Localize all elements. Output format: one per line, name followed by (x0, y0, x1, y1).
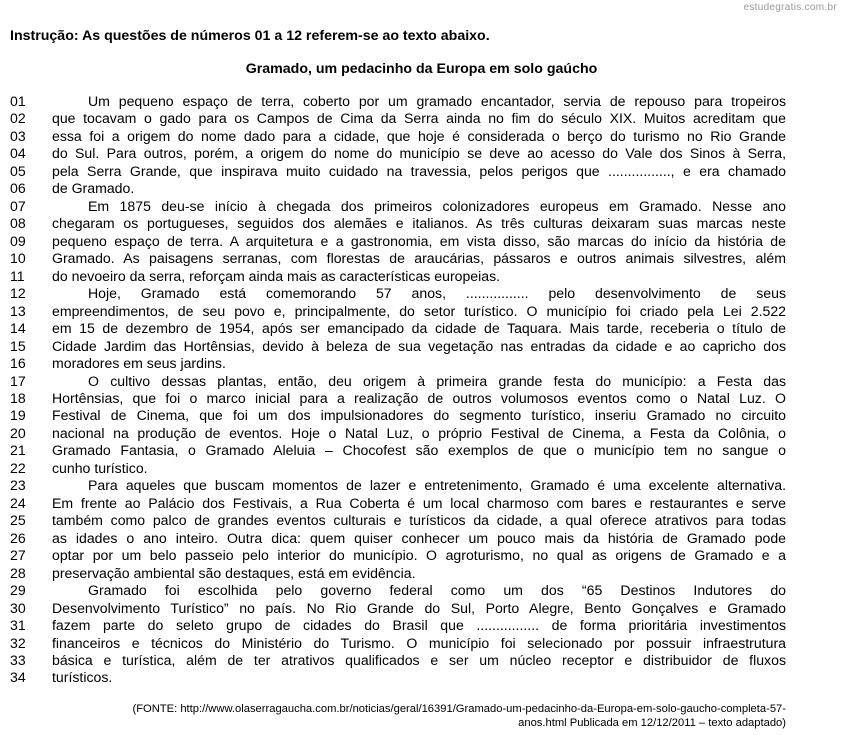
line-number: 31 (10, 617, 26, 634)
line-text: Festival de Cinema, que foi um dos impulsionadores do segmento turístico, inseriu Gramado no circuito (52, 407, 786, 424)
text-line (10, 565, 786, 582)
line-text: Cidade Jardim das Hortênsias, devido à beleza de sua vegetação nas entradas da cidade e ao capricho dos (52, 337, 786, 354)
line-number: 34 (10, 669, 26, 686)
line-text: do nevoeiro da serra, reforçam ainda mais as características europeias. (52, 267, 501, 284)
line-number: 24 (10, 494, 26, 511)
line-number: 21 (10, 442, 26, 459)
text-line (10, 477, 786, 494)
line-text: chegaram os portugueses, seguidos dos alemães e italianos. As três culturas deixaram suas marcas neste (52, 215, 786, 232)
line-text: financeiros e técnicos do Ministério do Turismo. O município foi selecionado por possuir infraestrutura (52, 634, 786, 651)
line-number: 19 (10, 407, 26, 424)
line-number: 16 (10, 355, 26, 372)
line-number: 03 (10, 127, 26, 144)
line-number: 15 (10, 337, 26, 354)
line-number: 22 (10, 459, 26, 476)
text-line (10, 338, 786, 355)
line-text: Gramado foi escolhida pelo governo federal como um dos “65 Destinos Indutores do (88, 582, 786, 599)
line-text: básica e turística, além de ter atrativos qualificados e ser um núcleo receptor e distribuidor de fluxos (52, 652, 786, 668)
text-line (10, 320, 786, 337)
text-line (10, 93, 786, 110)
line-number: 04 (10, 145, 26, 162)
line-text: essa foi a origem do nome dado para a cidade, que hoje é considerada o berço do turismo no Rio Grande (52, 127, 786, 144)
text-line (10, 128, 786, 145)
text-line (10, 530, 786, 547)
line-text: fazem parte do seleto grupo de cidades do Brasil que ................ de forma prioritária investimentos (52, 617, 786, 634)
line-number: 23 (10, 477, 26, 494)
line-text: que tocavam o gado para os Campos de Cima da Serra ainda no fim do século XIX. Muitos acreditam que (52, 110, 786, 127)
text-line (10, 285, 786, 302)
text-line (10, 268, 786, 285)
line-text: do Sul. Para outros, porém, a origem do nome do município se deve ao acesso do Vale dos Sinos à Serra, (52, 145, 786, 162)
source-citation (46, 702, 786, 730)
line-number: 06 (10, 180, 26, 197)
watermark: estudegratis.com.br (743, 2, 837, 13)
text-line (10, 233, 786, 250)
instruction-heading: Instrução: As questões de números 01 a 12 referem-se ao texto abaixo. (10, 28, 490, 44)
text-line (10, 373, 786, 390)
line-number: 20 (10, 424, 26, 441)
line-text: as idades o ano inteiro. Outra dica: quem quiser conhecer um pouco mais da história de Gramado pode (52, 529, 786, 546)
line-number: 32 (10, 634, 26, 651)
line-number: 25 (10, 512, 26, 529)
line-number: 14 (10, 320, 26, 337)
line-number: 05 (10, 162, 26, 179)
line-number: 12 (10, 285, 26, 302)
line-text: empreendimentos, de seu povo e, principalmente, do setor turístico. O município foi criado pela Lei 2.522 (52, 302, 786, 319)
line-number: 18 (10, 389, 26, 406)
text-line (10, 635, 786, 652)
text-line (10, 547, 786, 564)
text-line (10, 669, 786, 686)
line-text: também como palco de grandes eventos culturais e turísticos da cidade, a qual oferece atrativos para todas (52, 512, 786, 529)
line-text: Em frente ao Palácio dos Festivais, a Rua Coberta é um local charmoso com bares e restaurantes e serve (52, 494, 786, 511)
line-text: pela Serra Grande, que inspirava muito cuidado na travessia, pelos perigos que ................, e era chamado (52, 162, 786, 179)
source-line-2: anos.html Publicada em 12/12/2011 – texto adaptado) (518, 717, 786, 729)
text-line (10, 495, 786, 512)
line-text: em 15 de dezembro de 1954, após ser emancipado da cidade de Taquara. Mais tarde, receberia o título de (52, 320, 786, 337)
line-number: 27 (10, 547, 26, 564)
text-line (10, 198, 786, 215)
line-text: pequeno espaço de terra. A arquitetura e a gastronomia, em vista disso, são marcas do início da história de (52, 232, 786, 249)
line-text: Um pequeno espaço de terra, coberto por um gramado encantador, servia de repouso para tropeiros (88, 93, 786, 109)
text-line (10, 180, 786, 197)
line-number: 09 (10, 232, 26, 249)
text-line (10, 145, 786, 162)
line-text: optar por um belo passeio pelo interior do município. O agroturismo, no qual as origens de Gramado e a (52, 547, 786, 564)
line-text: Gramado Fantasia, o Gramado Aleluia – Chocofest são exemplos de que o município tem no sangue o (52, 442, 786, 459)
line-text: turísticos. (52, 669, 113, 686)
text-line (10, 600, 786, 617)
line-text: de Gramado. (52, 180, 135, 197)
line-number: 28 (10, 564, 26, 581)
text-line (10, 303, 786, 320)
line-number: 13 (10, 302, 26, 319)
line-text: Em 1875 deu-se início à chegada dos primeiros colonizadores europeus em Gramado. Nesse ano (88, 197, 786, 214)
text-title: Gramado, um pedacinho da Europa em solo gaúcho (245, 61, 598, 77)
text-line (10, 250, 786, 267)
line-text: preservação ambiental são destaques, está em evidência. (52, 564, 416, 581)
text-line (10, 425, 786, 442)
line-text: O cultivo dessas plantas, então, deu origem à primeira grande festa do município: a Festa das (88, 372, 786, 389)
line-number: 29 (10, 582, 26, 599)
text-line (10, 442, 786, 459)
line-number: 11 (10, 267, 25, 284)
line-number: 33 (10, 652, 26, 668)
line-number: 30 (10, 599, 26, 616)
line-number: 26 (10, 529, 26, 546)
text-line (10, 390, 786, 407)
text-line (10, 460, 786, 477)
line-text: Para aqueles que buscam momentos de lazer e entretenimento, Gramado é uma excelente alternativa. (88, 477, 786, 494)
text-line (10, 407, 786, 424)
text-line (10, 617, 786, 634)
line-number: 07 (10, 197, 26, 214)
line-text: moradores em seus jardins. (52, 355, 226, 372)
text-line (10, 163, 786, 180)
line-number: 17 (10, 372, 26, 389)
line-text: Desenvolvimento Turístico” no país. No Rio Grande do Sul, Porto Alegre, Bento Gonçalves e Gramado (52, 599, 786, 616)
line-text: nacional na produção de eventos. Hoje o Natal Luz, o próprio Festival de Cinema, a Festa da Colônia, o (52, 424, 786, 441)
text-line (10, 355, 786, 372)
line-text: cunho turístico. (52, 459, 148, 476)
line-number: 02 (10, 110, 26, 127)
text-line (10, 512, 786, 529)
line-text: Hoje, Gramado está comemorando 57 anos, ................ pelo desenvolvimento de seus (88, 285, 786, 302)
text-line (10, 215, 786, 232)
line-number: 10 (10, 250, 26, 267)
line-number: 08 (10, 215, 26, 232)
line-text: Gramado. As paisagens serranas, com florestas de araucárias, pássaros e outros animais silvestres, além (52, 250, 786, 267)
line-number: 01 (10, 93, 26, 109)
line-text: Hortênsias, que foi o marco inicial para a realização de outros volumosos eventos como o Natal Luz. O (52, 389, 786, 406)
text-line (10, 110, 786, 127)
text-line (10, 582, 786, 599)
text-body (10, 93, 786, 687)
text-line (10, 652, 786, 669)
source-line-1: (FONTE: http://www.olaserragaucha.com.br/noticias/geral/16391/Gramado-um-pedacinho-da-Europa-em-solo-gaucho-completa-57- (132, 703, 786, 715)
